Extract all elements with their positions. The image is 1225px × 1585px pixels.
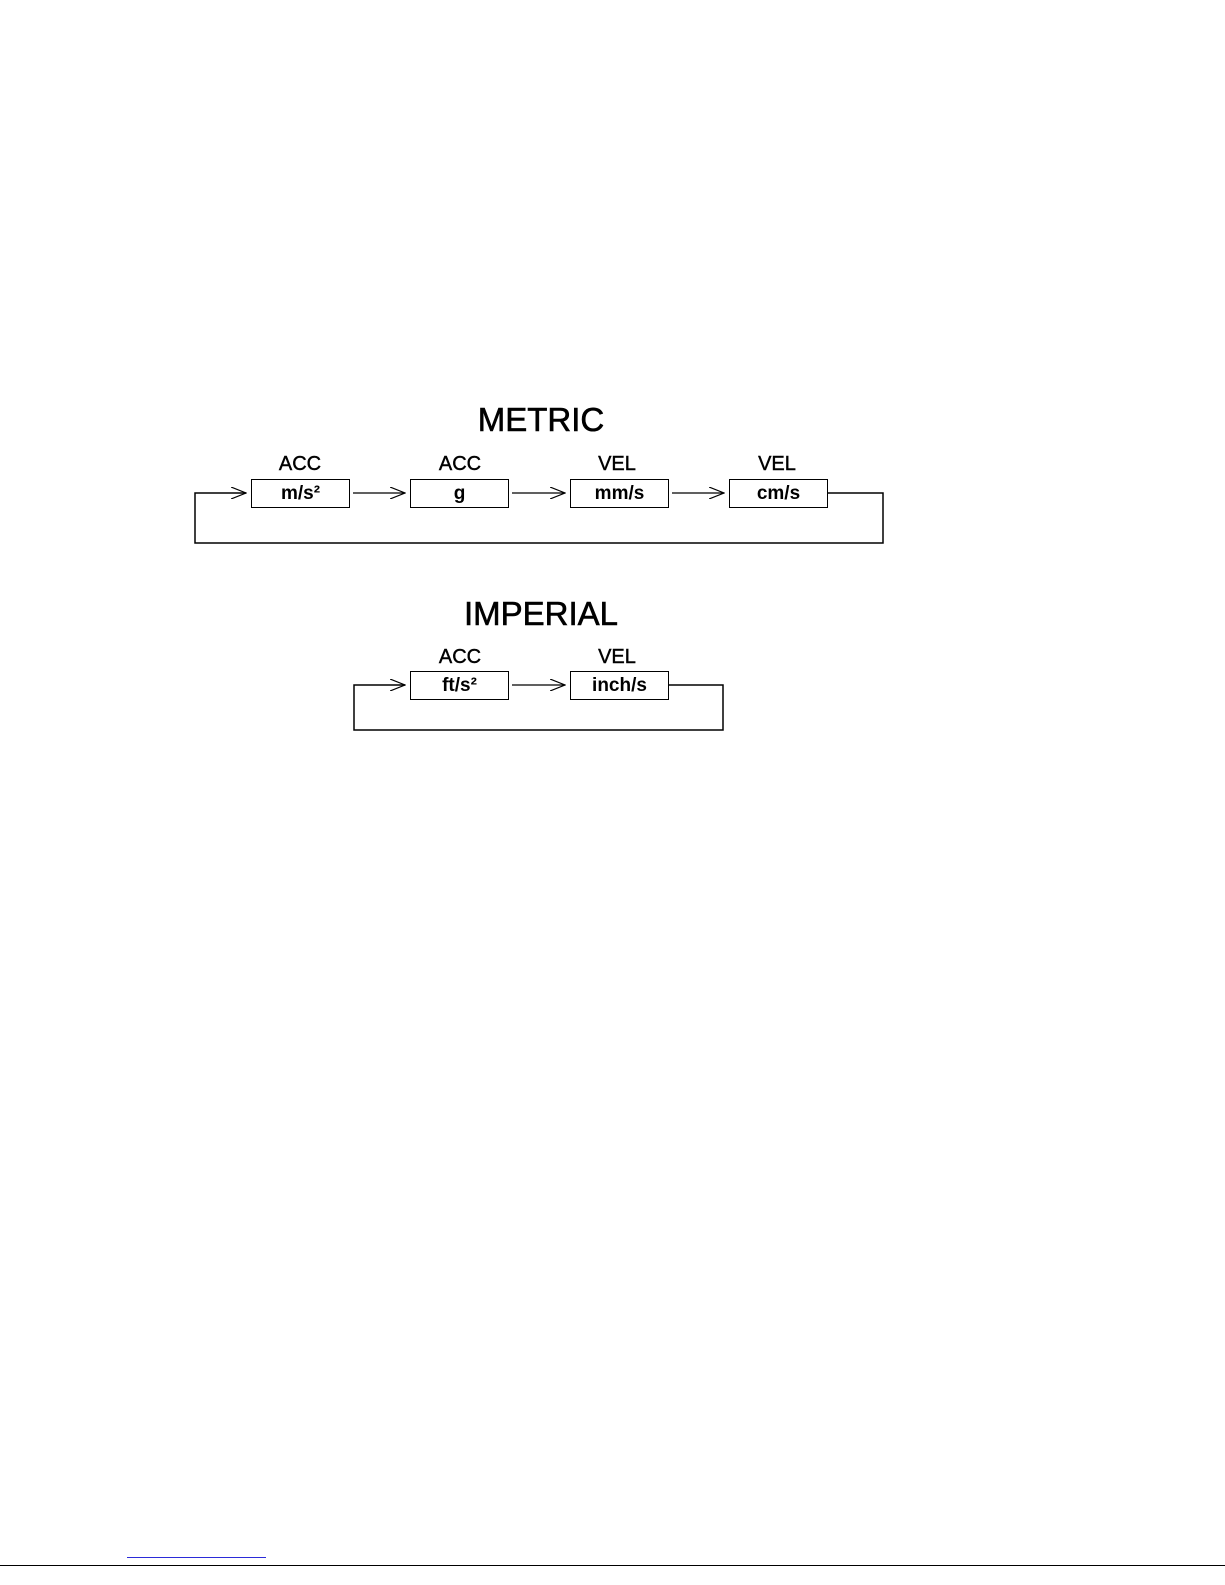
imperial-unit-box: ft/s² (410, 671, 509, 700)
page-bottom-rule (0, 1565, 1225, 1566)
metric-kind-label: ACC (438, 453, 482, 475)
imperial-unit-box: inch/s (570, 671, 669, 700)
metric-kind-label: ACC (278, 453, 322, 475)
metric-unit-box: mm/s (570, 479, 669, 508)
metric-unit-box: m/s² (251, 479, 350, 508)
metric-kind-label: VEL (758, 453, 796, 475)
metric-unit-box: g (410, 479, 509, 508)
footnote-link-underline (127, 1557, 266, 1558)
metric-kind-label: VEL (598, 453, 636, 475)
imperial-title: IMPERIAL (463, 595, 619, 632)
imperial-kind-label: VEL (598, 646, 636, 668)
metric-unit-box: cm/s (729, 479, 828, 508)
metric-title: METRIC (477, 401, 605, 438)
imperial-kind-label: ACC (438, 646, 482, 668)
